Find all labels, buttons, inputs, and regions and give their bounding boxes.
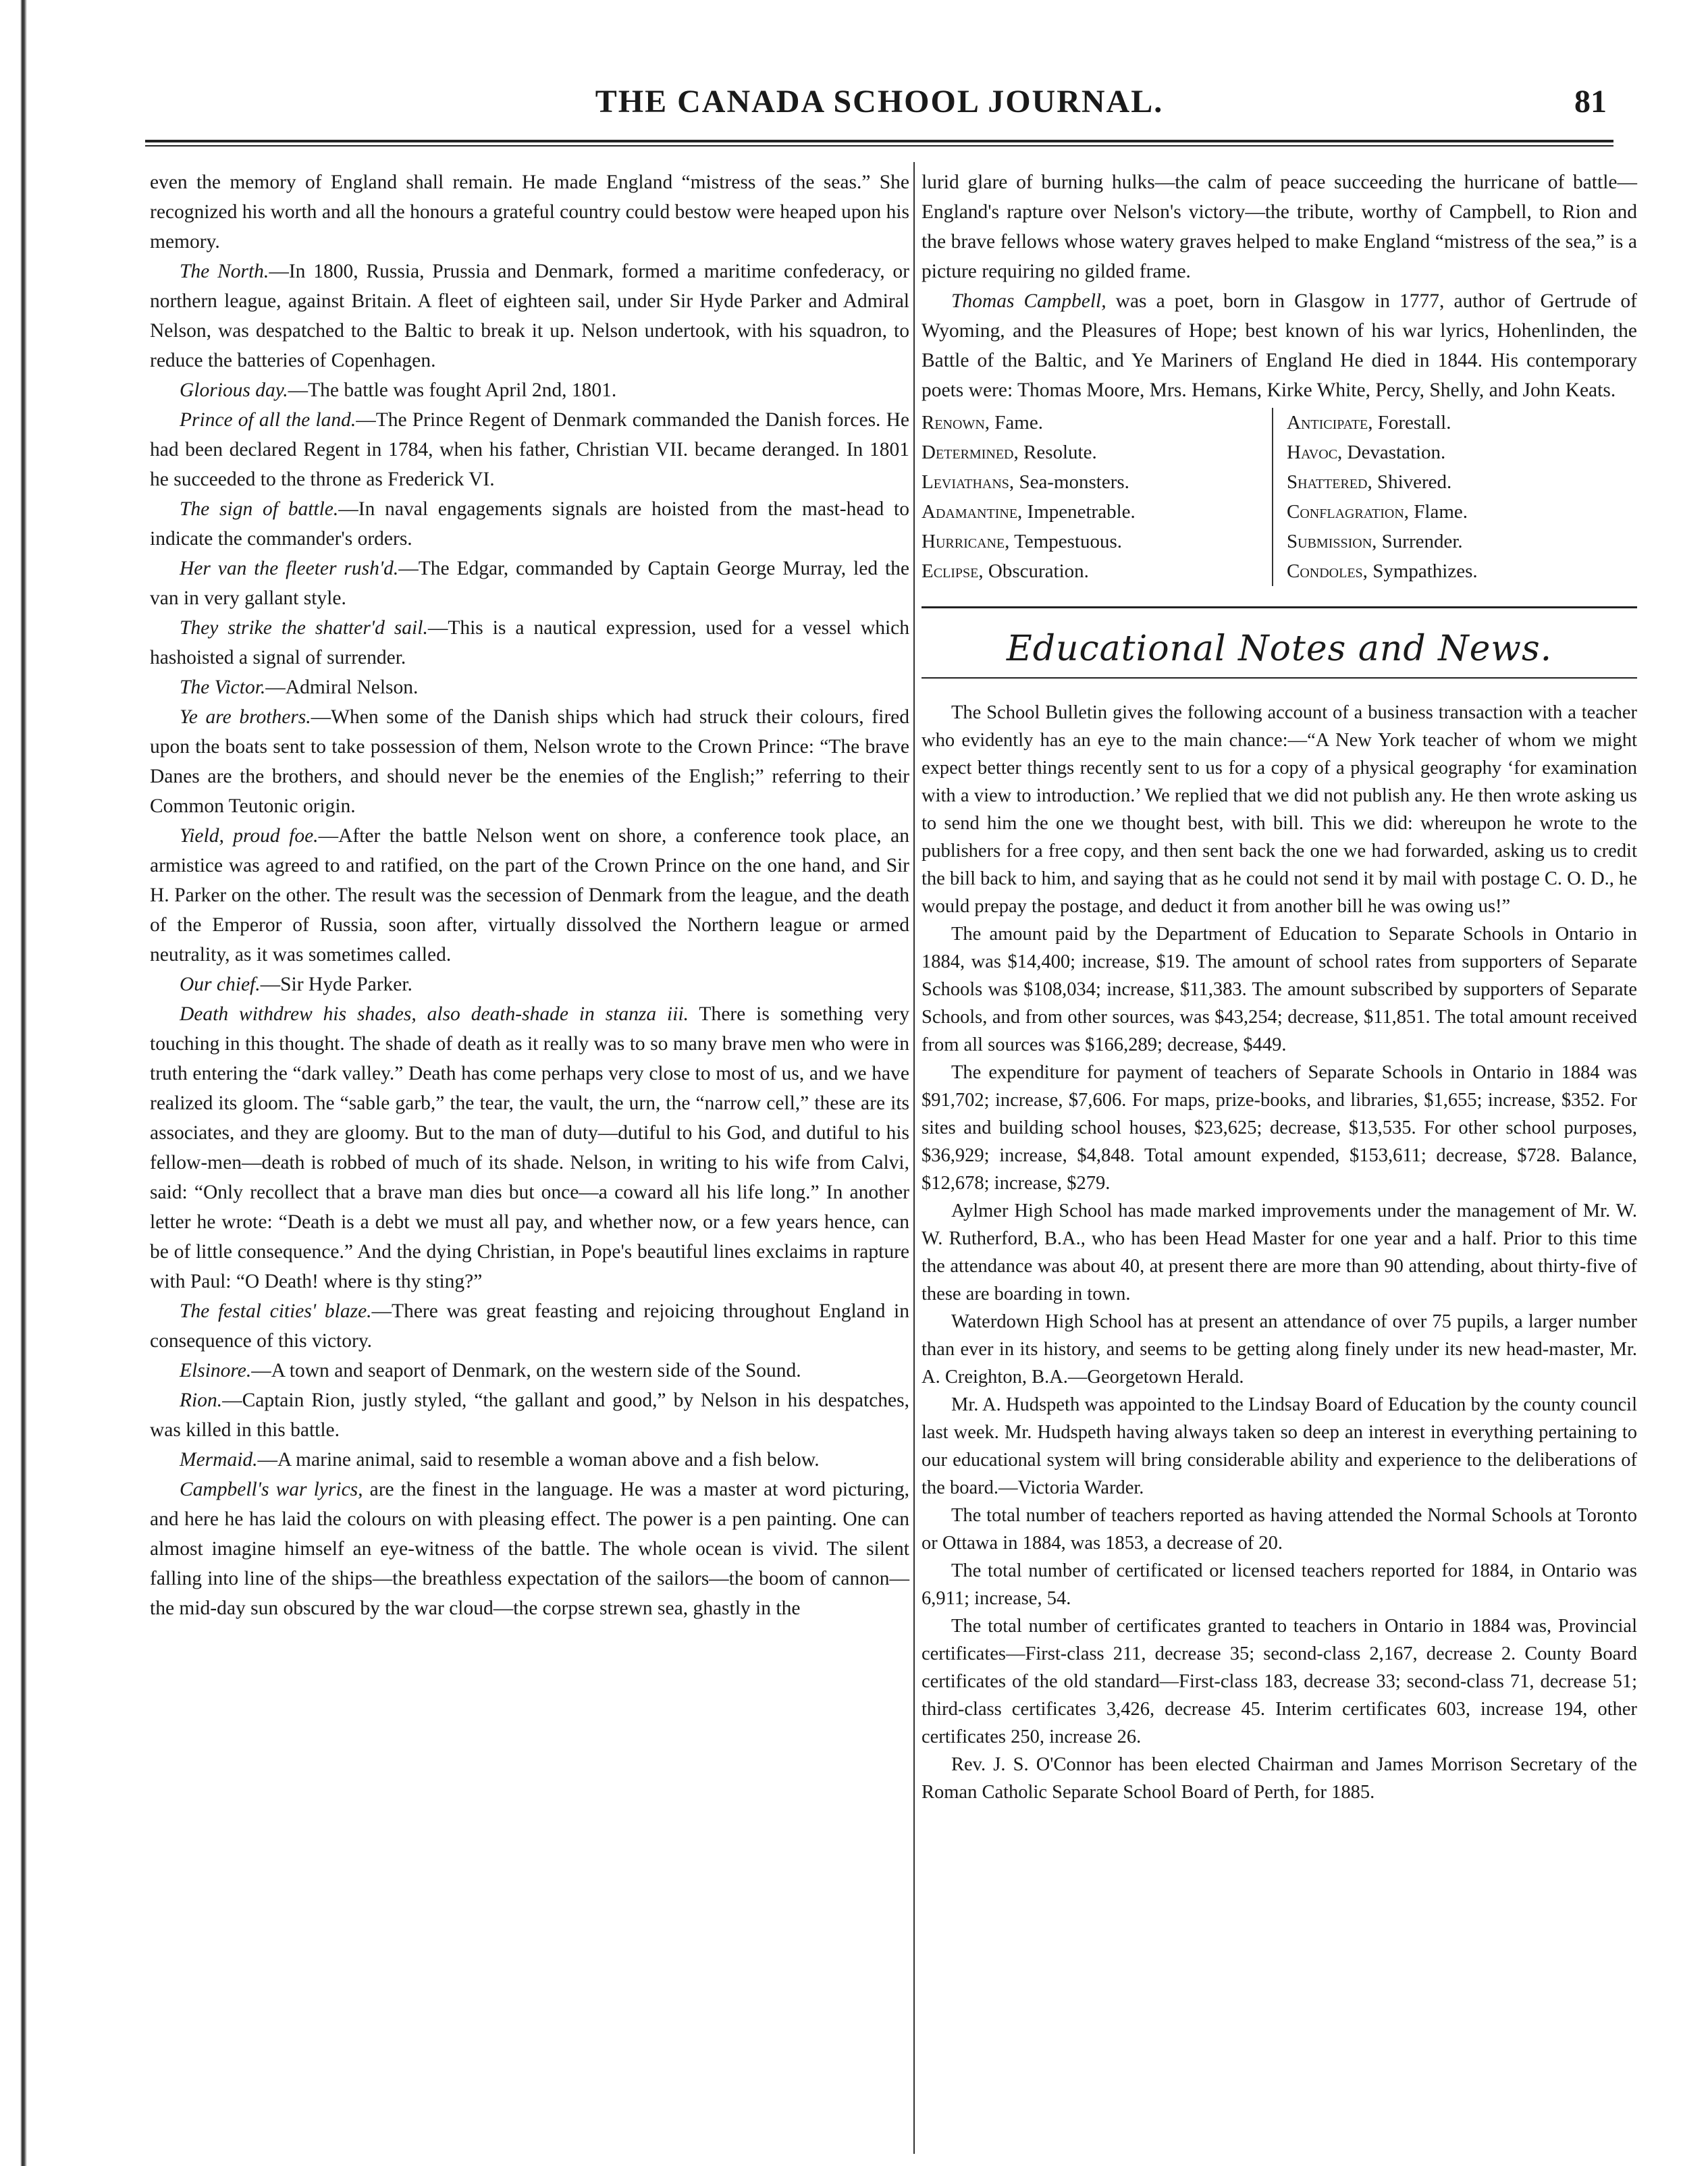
- note-text: even the memory of England shall remain. He made England “mistress of the seas.” She recognized his worth and all the honours a grateful country could bestow were heaped upon his memory.: [150, 171, 909, 253]
- note-term: Glorious day.: [180, 379, 288, 401]
- note-text: lurid glare of burning hulks—the calm of peace succeeding the hurricane of battle—England's rapture over Nelson's victory—the tribute, worthy of Campbell, to Rion and the brave fellows whose watery graves helped to make England “mistress of the sea,” is a picture requiring no gilded frame.: [922, 171, 1637, 282]
- section-title: Educational Notes and News.: [1006, 629, 1553, 669]
- column-divider: [913, 162, 915, 2154]
- header-rule-thin: [145, 145, 1613, 147]
- note-text: —There was great feasting and rejoicing throughout England in consequence of this victory.: [150, 1300, 909, 1352]
- word-list-entry: Determined, Resolute.: [922, 442, 1097, 463]
- word-list-left: [922, 408, 1272, 586]
- paragraph: [150, 167, 909, 257]
- news-item: The expenditure for payment of teachers of Separate Schools in Ontario in 1884 was $91,702; increase, $7,606. For maps, prize-books, and libraries, $1,655; increase, $352. For sites and building school houses, $23,625; decrease, $13,535. For other school purposes, $36,929; increase, $4,848. Total amount expended, $153,611; decrease, $728. Balance, $12,678; increase, $279.: [922, 1062, 1637, 1194]
- word-list-entry: Conflagration, Flame.: [1287, 501, 1468, 523]
- note-text: —The battle was fought April 2nd, 1801.: [288, 379, 617, 401]
- note-term: The sign of battle.: [180, 498, 339, 520]
- paragraph: [150, 1475, 909, 1623]
- paragraph: [150, 970, 909, 999]
- word-list-entry: Anticipate, Forestall.: [1287, 412, 1451, 433]
- note-text: —In 1800, Russia, Prussia and Denmark, formed a maritime confederacy, or northern league, against Britain. A fleet of eighteen sail, under Sir Hyde Parker and Admiral Nelson, was despatched to the Baltic to break it up. Nelson undertook, with his squadron, to reduce the batteries of Copenhagen.: [150, 261, 909, 371]
- note-text: —This is a nautical expression, used for a vessel which hashoisted a signal of surrender.: [150, 617, 909, 668]
- note-text: was a poet, born in Glasgow in 1777, author of Gertrude of Wyoming, and the Pleasures of Hope; best known of his war lyrics, Hohenlinden, the Battle of the Baltic, and Ye Mariners of England He died in 1844. His contemporary poets were: Thomas Moore, Mrs. Hemans, Kirke White, Percy, Shelly, and John Keats.: [922, 290, 1637, 401]
- paragraph: [150, 1296, 909, 1356]
- note-text: —Admiral Nelson.: [265, 677, 419, 698]
- note-term: Prince of all the land.: [180, 409, 356, 431]
- page-binding-edge: [20, 0, 27, 2166]
- note-text: —A marine animal, said to resemble a woman above and a fish below.: [257, 1449, 820, 1471]
- paragraph: [150, 494, 909, 554]
- paragraph: [150, 375, 909, 405]
- note-text: —After the battle Nelson went on shore, a conference took place, an armistice was agreed to and ratified, on the part of the Crown Prince on the one hand, and Sir H. Parker on the other. The result was the secession of Denmark from the league, and the death of the Emperor of Russia, soon after, virtually dissolved the Northern league or armed neutrality, as it was sometimes called.: [150, 825, 909, 966]
- news-item: Aylmer High School has made marked improvements under the management of Mr. W. W. Rutherford, B.A., who has been Head Master for one year and a half. Prior to this time the attendance was about 40, at present there are more than 90 attending, about thirty-five of these are boarding in town.: [922, 1200, 1637, 1304]
- note-text: are the finest in the language. He was a master at word picturing, and here he has laid the colours on with pleasing effect. The power is a pen painting. One can almost imagine himself an eye-witness of the battle. The whole ocean is vivid. The silent falling into line of the ships—the breathless expectation of the sailors—the boom of cannon—the mid-day sun obscured by the war cloud—the corpse strewn sea, ghastly in the: [150, 1479, 910, 1619]
- note-term: Yield, proud foe.: [180, 825, 319, 847]
- note-term: The festal cities' blaze.: [180, 1300, 372, 1322]
- header-rule: [145, 140, 1613, 142]
- paragraph: [150, 1356, 909, 1385]
- paragraph: [150, 554, 909, 613]
- word-list-entry: Hurricane, Tempestuous.: [922, 531, 1123, 552]
- section-rule: [922, 606, 1637, 608]
- paragraph: [150, 672, 909, 702]
- note-term: Mermaid.: [180, 1449, 258, 1471]
- news-item: The total number of certificates granted to teachers in Ontario in 1884 was, Provincial certificates—First-class 211, decrease 35; second-class 2,167, decrease 2. County Board certificates of the old standard—First-class 183, decrease 33; second-class 71, decrease 51; third-class certificates 3,426, decrease 45. Interim certificates 603, increase 194, other certificates 250, increase 26.: [922, 1616, 1637, 1747]
- paragraph: [150, 1445, 909, 1475]
- page-header: [145, 64, 1613, 138]
- news-item: The total number of teachers reported as having attended the Normal Schools at Toronto or Ottawa in 1884, was 1853, a decrease of 20.: [922, 1505, 1637, 1554]
- paragraph: [150, 405, 909, 494]
- news-item: Rev. J. S. O'Connor has been elected Chairman and James Morrison Secretary of the Roman Catholic Separate School Board of Perth, for 1885.: [922, 1754, 1637, 1803]
- word-list-entry: Leviathans, Sea-monsters.: [922, 471, 1129, 493]
- note-term: Her van the fleeter rush'd.: [180, 558, 399, 579]
- paragraph: [150, 999, 909, 1296]
- paragraph: [922, 167, 1637, 286]
- word-list-entry: Submission, Surrender.: [1287, 531, 1463, 552]
- note-text: —A town and seaport of Denmark, on the western side of the Sound.: [251, 1360, 801, 1381]
- note-text: There is something very touching in this thought. The shade of death as it really was to so many brave men who were in truth entering the “dark valley.” Death has come perhaps very close to most of us, and we have realized its gloom. The “sable garb,” the tear, the vault, the urn, the “narrow cell,” these are its associates, and they are gloomy. But to the man of duty—dutiful to his God, and dutiful to his fellow-men—death is robbed of much of its shade. Nelson, in writing to his wife from Calvi, said: “Only recollect that a brave man dies but once—a coward all his life long.” In another letter he wrote: “Death is a debt we must all pay, and whether now, or a few years hence, can be of little consequence.” And the dying Christian, in Pope's beautiful lines exclaims in rapture with Paul: “O Death! where is thy sting?”: [150, 1003, 909, 1292]
- section-rule-thin: [922, 677, 1637, 679]
- note-term: Death withdrew his shades, also death-shade in stanza iii.: [180, 1003, 689, 1025]
- left-column: [150, 167, 909, 1623]
- news-items: [922, 699, 1637, 1806]
- note-text: —Captain Rion, justly styled, “the gallant and good,” by Nelson in his despatches, was killed in this battle.: [150, 1390, 909, 1441]
- word-list-entry: Eclipse, Obscuration.: [922, 560, 1089, 582]
- news-item: The total number of certificated or licensed teachers reported for 1884, in Ontario was 6,911; increase, 54.: [922, 1560, 1637, 1609]
- note-term: The Victor.: [180, 677, 266, 698]
- note-term: They strike the shatter'd sail.: [180, 617, 428, 639]
- paragraph: [150, 613, 909, 672]
- note-text: —Sir Hyde Parker.: [260, 974, 412, 995]
- note-term: Elsinore.: [180, 1360, 252, 1381]
- note-term: Ye are brothers.: [180, 706, 311, 728]
- word-list-entry: Adamantine, Impenetrable.: [922, 501, 1136, 523]
- news-item: The amount paid by the Department of Education to Separate Schools in Ontario in 1884, was $14,400; increase, $19. The amount of school rates from supporters of Separate Schools was $108,034; increase, $11,383. The amount subscribed by supporters of Separate Schools, and from other sources, was $43,254; decrease, $11,851. The total amount received from all sources was $166,289; decrease, $449.: [922, 924, 1637, 1055]
- paragraph: [150, 1385, 909, 1445]
- word-list-entry: Condoles, Sympathizes.: [1287, 560, 1478, 582]
- note-text: —The Edgar, commanded by Captain George Murray, led the van in very gallant style.: [150, 558, 909, 609]
- word-list: [922, 408, 1637, 586]
- right-column: [922, 167, 1637, 1806]
- note-term: Thomas Campbell,: [951, 290, 1106, 312]
- note-term: Rion.: [180, 1390, 223, 1411]
- word-list-entry: Havoc, Devastation.: [1287, 442, 1446, 463]
- note-term: Campbell's war lyrics,: [180, 1479, 363, 1500]
- paragraph: [922, 286, 1637, 405]
- news-item: Waterdown High School has at present an attendance of over 75 pupils, a larger number than ever in its history, and seems to be getting along finely under its new head-master, Mr. A. Creighton, B.A.—Georgetown Herald.: [922, 1311, 1637, 1388]
- word-list-entry: Renown, Fame.: [922, 412, 1043, 433]
- right-column-intro: [922, 167, 1637, 405]
- news-item: Mr. A. Hudspeth was appointed to the Lindsay Board of Education by the county council last week. Mr. Hudspeth having always taken so deep an interest in everything pertaining to our educational system will bring considerable ability and experience to the deliberations of the board.—Victoria Warder.: [922, 1394, 1637, 1498]
- note-text: —The Prince Regent of Denmark commanded the Danish forces. He had been declared Regent in 1784, when his father, Christian VII. became deranged. In 1801 he succeeded to the throne as Frederick VI.: [150, 409, 909, 490]
- paragraph: [150, 821, 909, 970]
- paragraph: [150, 257, 909, 375]
- note-text: —When some of the Danish ships which had struck their colours, fired upon the boats sent to take possession of them, Nelson wrote to the Crown Prince: “The brave Danes are the brothers, and should never be the enemies of the English;” referring to their Common Teutonic origin.: [150, 706, 909, 817]
- word-list-entry: Shattered, Shivered.: [1287, 471, 1452, 493]
- page-number: 81: [1574, 84, 1607, 120]
- note-text: —In naval engagements signals are hoisted from the mast-head to indicate the commander's orders.: [150, 498, 909, 550]
- note-term: Our chief.: [180, 974, 261, 995]
- word-list-right: [1272, 408, 1637, 586]
- note-term: The North.: [180, 261, 269, 282]
- journal-title: THE CANADA SCHOOL JOURNAL.: [595, 84, 1164, 120]
- paragraph: [150, 702, 909, 821]
- news-item: The School Bulletin gives the following account of a business transaction with a teacher who evidently has an eye to the main chance:—“A New York teacher of whom we might expect better things recently sent to us for a copy of a physical geography ‘for examination with a view to introduction.’ We replied that we did not publish any. He then wrote asking us to send him the one we thought best, with bill. This we did: whereupon he wrote to the publishers for a free copy, and then sent back the one we had forwarded, asking us to credit the bill back to him, and saying that as he could not send it by mail with postage C. O. D., he would prepay the postage, and deduct it from another bill he was owing us!”: [922, 702, 1637, 917]
